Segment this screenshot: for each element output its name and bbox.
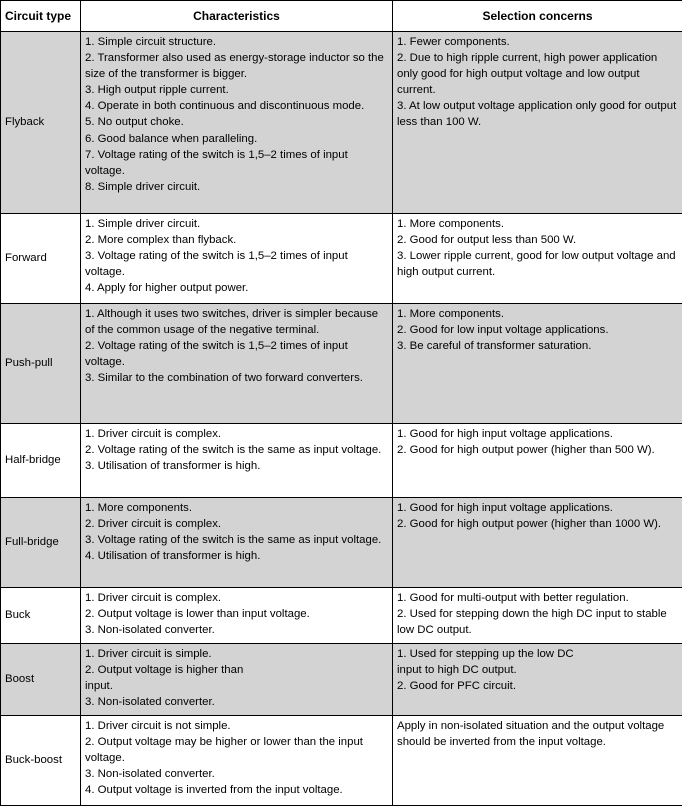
characteristic-item: 4. Apply for higher output power. (85, 280, 388, 296)
characteristic-item: 1. More components. (85, 500, 388, 516)
table-row (1, 214, 682, 304)
characteristics-cell (81, 644, 393, 716)
characteristic-item: 3. Voltage rating of the switch is 1,5–2 times of input voltage. (85, 248, 388, 280)
characteristics-cell (81, 498, 393, 588)
selection-concerns-cell (393, 588, 682, 644)
table-row (1, 644, 682, 716)
selection-item: 2. Good for high output power (higher than 500 W). (397, 442, 678, 458)
characteristics-cell (81, 304, 393, 424)
characteristic-item: 3. Non-isolated converter. (85, 694, 388, 710)
characteristic-item: 2. Output voltage may be higher or lower than the input voltage. (85, 734, 388, 766)
selection-item: 3. Lower ripple current, good for low output voltage and high output current. (397, 248, 678, 280)
selection-concerns-cell (393, 304, 682, 424)
selection-item: 1. Used for stepping up the low DC (397, 646, 678, 662)
table-row (1, 424, 682, 498)
characteristic-item: 1. Driver circuit is complex. (85, 426, 388, 442)
table-row (1, 304, 682, 424)
circuit-type-cell: Buck (1, 588, 81, 644)
selection-item: 1. Fewer components. (397, 34, 678, 50)
selection-item: 1. More components. (397, 306, 678, 322)
characteristic-item: 3. Non-isolated converter. (85, 622, 388, 638)
characteristic-item: 2. Output voltage is higher than (85, 662, 388, 678)
selection-concerns-cell (393, 644, 682, 716)
characteristic-item: 5. No output choke. (85, 114, 388, 130)
table-row (1, 498, 682, 588)
circuit-type-cell: Full-bridge (1, 498, 81, 588)
table-row (1, 588, 682, 644)
selection-concerns-cell (393, 716, 682, 806)
characteristic-item: 2. Driver circuit is complex. (85, 516, 388, 532)
selection-item: 2. Good for low input voltage applications. (397, 322, 678, 338)
selection-item: 2. Good for high output power (higher than 1000 W). (397, 516, 678, 532)
selection-item: 1. Good for high input voltage applications. (397, 500, 678, 516)
circuit-type-cell: Forward (1, 214, 81, 304)
table-body (1, 32, 682, 806)
header-selection-concerns: Selection concerns (393, 1, 682, 32)
characteristic-item: 8. Simple driver circuit. (85, 179, 388, 195)
characteristic-item: 3. High output ripple current. (85, 82, 388, 98)
circuit-type-cell: Half-bridge (1, 424, 81, 498)
characteristic-item: 1. Driver circuit is simple. (85, 646, 388, 662)
table-row (1, 716, 682, 806)
characteristic-item: 2. More complex than flyback. (85, 232, 388, 248)
characteristic-item: 4. Output voltage is inverted from the input voltage. (85, 782, 388, 798)
characteristic-item: 3. Similar to the combination of two forward converters. (85, 370, 388, 386)
characteristic-item: 1. Although it uses two switches, driver is simpler because of the common usage of the negative terminal. (85, 306, 388, 338)
characteristics-cell (81, 588, 393, 644)
selection-item: 1. Good for high input voltage applications. (397, 426, 678, 442)
header-row (1, 1, 682, 32)
selection-item: 1. Good for multi-output with better regulation. (397, 590, 678, 606)
selection-concerns-cell (393, 424, 682, 498)
characteristic-item: 1. Simple driver circuit. (85, 216, 388, 232)
table-row (1, 32, 682, 214)
characteristics-cell (81, 716, 393, 806)
characteristic-item: 1. Driver circuit is not simple. (85, 718, 388, 734)
characteristic-item: 3. Non-isolated converter. (85, 766, 388, 782)
selection-item: 2. Due to high ripple current, high power application only good for high output voltage and low output current. (397, 50, 678, 98)
characteristic-item: 3. Voltage rating of the switch is the same as input voltage. (85, 532, 388, 548)
selection-concerns-cell (393, 214, 682, 304)
selection-item: 2. Used for stepping down the high DC input to stable low DC output. (397, 606, 678, 638)
circuit-type-cell: Flyback (1, 32, 81, 214)
characteristic-item: 1. Driver circuit is complex. (85, 590, 388, 606)
characteristic-item: 4. Operate in both continuous and discontinuous mode. (85, 98, 388, 114)
circuit-type-cell: Buck-boost (1, 716, 81, 806)
selection-item: 1. More components. (397, 216, 678, 232)
selection-item: 2. Good for PFC circuit. (397, 678, 678, 694)
selection-concerns-cell (393, 498, 682, 588)
characteristic-item: 2. Output voltage is lower than input voltage. (85, 606, 388, 622)
selection-concerns-cell (393, 32, 682, 214)
selection-item: 3. Be careful of transformer saturation. (397, 338, 678, 354)
selection-item: input to high DC output. (397, 662, 678, 678)
characteristic-item: 4. Utilisation of transformer is high. (85, 548, 388, 564)
characteristics-cell (81, 32, 393, 214)
characteristics-cell (81, 424, 393, 498)
circuit-type-cell: Boost (1, 644, 81, 716)
characteristic-item: 2. Transformer also used as energy-storage inductor so the size of the transformer is bigger. (85, 50, 388, 82)
characteristics-cell (81, 214, 393, 304)
header-circuit-type: Circuit type (1, 1, 81, 32)
header-characteristics: Characteristics (81, 1, 393, 32)
characteristic-item: 6. Good balance when paralleling. (85, 131, 388, 147)
circuit-type-cell: Push-pull (1, 304, 81, 424)
selection-item: Apply in non-isolated situation and the output voltage should be inverted from the input voltage. (397, 718, 678, 750)
selection-item: 3. At low output voltage application only good for output less than 100 W. (397, 98, 678, 130)
characteristic-item: 2. Voltage rating of the switch is the same as input voltage. (85, 442, 388, 458)
characteristic-item: 2. Voltage rating of the switch is 1,5–2 times of input voltage. (85, 338, 388, 370)
characteristic-item: 1. Simple circuit structure. (85, 34, 388, 50)
characteristic-item: input. (85, 678, 388, 694)
characteristic-item: 3. Utilisation of transformer is high. (85, 458, 388, 474)
selection-item: 2. Good for output less than 500 W. (397, 232, 678, 248)
characteristic-item: 7. Voltage rating of the switch is 1,5–2 times of input voltage. (85, 147, 388, 179)
